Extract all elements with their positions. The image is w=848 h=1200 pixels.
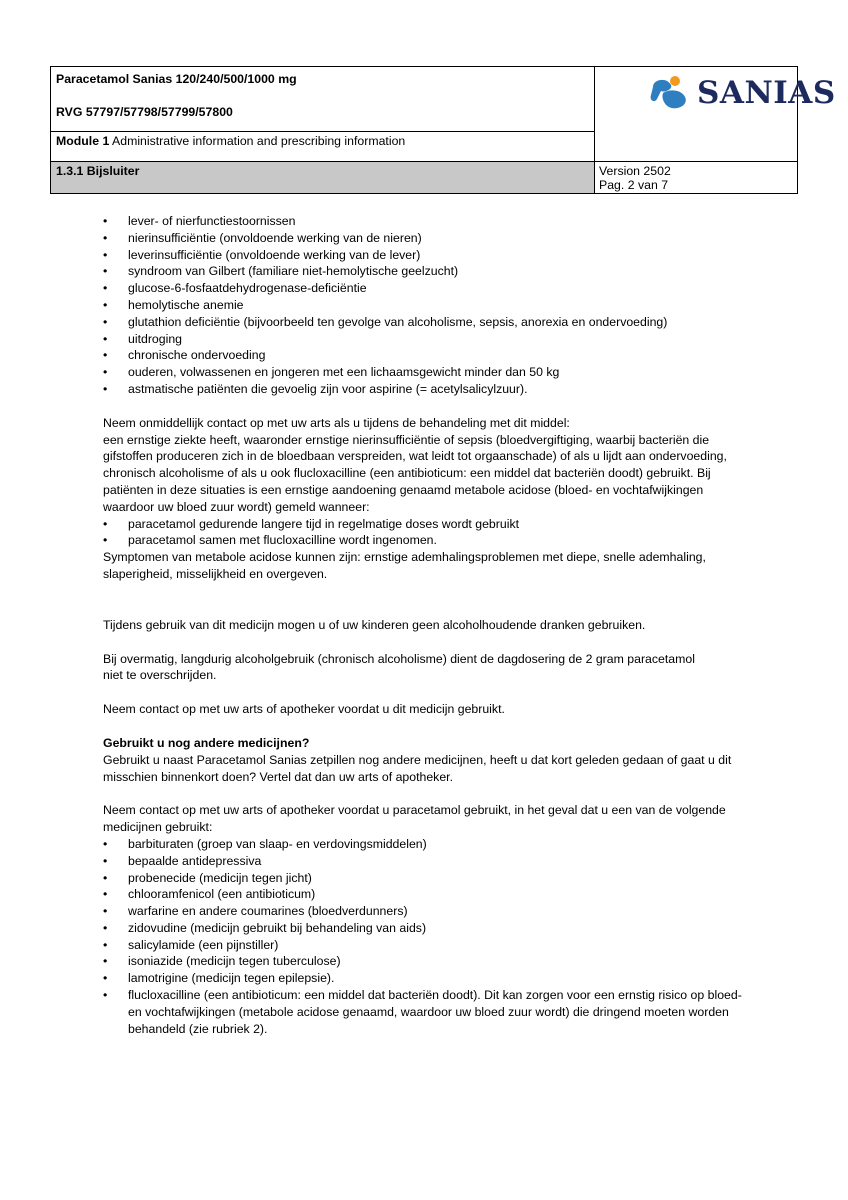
page-number: Pag. 2 van 7: [599, 178, 669, 192]
contact-paragraph: Neem onmiddellijk contact op met uw arts als u tijdens de behandeling met dit middel:: [103, 415, 570, 430]
document-header: [50, 66, 836, 194]
module-line: [56, 134, 405, 148]
excess-alcohol-paragraph: Bij overmatig, langdurig alcoholgebruik (chronisch alcoholisme) dient de dagdosering de 2 gram paracetamol niet te overschrijden.: [103, 651, 695, 683]
header-logo-cell: [594, 66, 836, 162]
symptoms-paragraph: Symptomen van metabole acidose kunnen zijn: ernstige ademhalingsproblemen met diepe, snelle ademhaling, slaperigheid, misselijkheid en overgeven.: [103, 550, 706, 581]
risk-list: [103, 213, 753, 398]
module-description: Administrative information and prescribing information: [109, 134, 406, 148]
list-item: • isoniazide (medicijn tegen tuberculose): [103, 953, 753, 970]
alcohol-paragraph: Tijdens gebruik van dit medicijn mogen u of uw kinderen geen alcoholhoudende dranken gebruiken.: [103, 617, 646, 632]
list-item: • glucose-6-fosfaatdehydrogenase-deficiëntie: [103, 280, 753, 297]
list-item: • probenecide (medicijn tegen jicht): [103, 870, 753, 887]
interaction-list: [103, 836, 753, 1038]
other-medicines-paragraph: Gebruikt u naast Paracetamol Sanias zetpillen nog andere medicijnen, heeft u dat kort geleden gedaan of gaat u dit misschien binnenkort doen? Vertel dat dan uw arts of apotheker.: [103, 752, 732, 784]
list-item: • nierinsufficiëntie (onvoldoende werking van de nieren): [103, 230, 753, 247]
list-item: • hemolytische anemie: [103, 297, 753, 314]
disease-paragraph: een ernstige ziekte heeft, waaronder ernstige nierinsufficiëntie of sepsis (bloedvergiftiging, waarbij bacteriën die gifstoffen produceren zich in de bloedbaan verspreiden, wat leidt tot orgaanschade) of als u lijdt aan ondervoeding, chronisch alcoholisme of als u ook flucloxacilline (een antibioticum: een middel dat bacteriën doodt) gebruikt. Bij patiënten in deze situaties is een ernstige aandoening genaamd metabole acidose (bloed- en vochtafwijkingen waardoor uw bloed zuur wordt) gemeld wanneer:: [103, 432, 727, 514]
sanias-logo-text: SANIAS: [697, 75, 836, 111]
list-item: • leverinsufficiëntie (onvoldoende werking van de lever): [103, 247, 753, 264]
version-label: Version 2502: [599, 164, 671, 178]
header-module-cell: [50, 132, 594, 162]
list-item: • astmatische patiënten die gevoelig zijn voor aspirine (= acetylsalicylzuur).: [103, 381, 753, 398]
list-item: • flucloxacilline (een antibioticum: een middel dat bacteriën doodt). Dit kan zorgen voor een ernstig risico op bloed- en vochtafwijkingen (metabole acidose genaamd, waardoor uw bloed zuur wordt) die dringend moeten worden behandeld (zie rubriek 2).: [103, 987, 753, 1037]
list-item: • chronische ondervoeding: [103, 347, 753, 364]
section-title: 1.3.1 Bijsluiter: [56, 164, 140, 178]
sanias-logo-icon: [647, 73, 691, 113]
module-label: Module 1: [56, 134, 110, 148]
rvg-number: RVG 57797/57798/57799/57800: [56, 105, 233, 119]
list-item: • ouderen, volwassenen en jongeren met een lichaamsgewicht minder dan 50 kg: [103, 364, 753, 381]
list-item: • zidovudine (medicijn gebruikt bij behandeling van aids): [103, 920, 753, 937]
header-section-cell: [50, 161, 595, 194]
list-item: • glutathion deficiëntie (bijvoorbeeld ten gevolge van alcoholisme, sepsis, anorexia en ondervoeding): [103, 314, 753, 331]
header-product-cell: [50, 66, 594, 132]
list-item: • barbituraten (groep van slaap- en verdovingsmiddelen): [103, 836, 753, 853]
list-item: • paracetamol samen met flucloxacilline wordt ingenomen.: [103, 532, 753, 549]
other-medicines-heading: Gebruikt u nog andere medicijnen?: [103, 735, 310, 750]
list-item: • chlooramfenicol (een antibioticum): [103, 886, 753, 903]
product-name: Paracetamol Sanias 120/240/500/1000 mg: [56, 72, 297, 86]
list-item: • bepaalde antidepressiva: [103, 853, 753, 870]
header-version-cell: [594, 161, 798, 194]
acidosis-list: [103, 516, 753, 550]
list-item: • lever- of nierfunctiestoornissen: [103, 213, 753, 230]
list-item: • lamotrigine (medicijn tegen epilepsie).: [103, 970, 753, 987]
consult-paragraph: Neem contact op met uw arts of apotheker voordat u dit medicijn gebruikt.: [103, 702, 505, 717]
list-item: • salicylamide (een pijnstiller): [103, 937, 753, 954]
following-medicines-paragraph: Neem contact op met uw arts of apotheker voordat u paracetamol gebruikt, in het geval dat u een van de volgende medicijnen gebruikt:: [103, 803, 726, 835]
sanias-logo: [647, 73, 836, 117]
list-item: • syndroom van Gilbert (familiare niet-hemolytische geelzucht): [103, 263, 753, 280]
list-item: • uitdroging: [103, 331, 753, 348]
list-item: • paracetamol gedurende langere tijd in regelmatige doses wordt gebruikt: [103, 516, 753, 533]
list-item: • warfarine en andere coumarines (bloedverdunners): [103, 903, 753, 920]
document-body: [103, 213, 753, 1037]
